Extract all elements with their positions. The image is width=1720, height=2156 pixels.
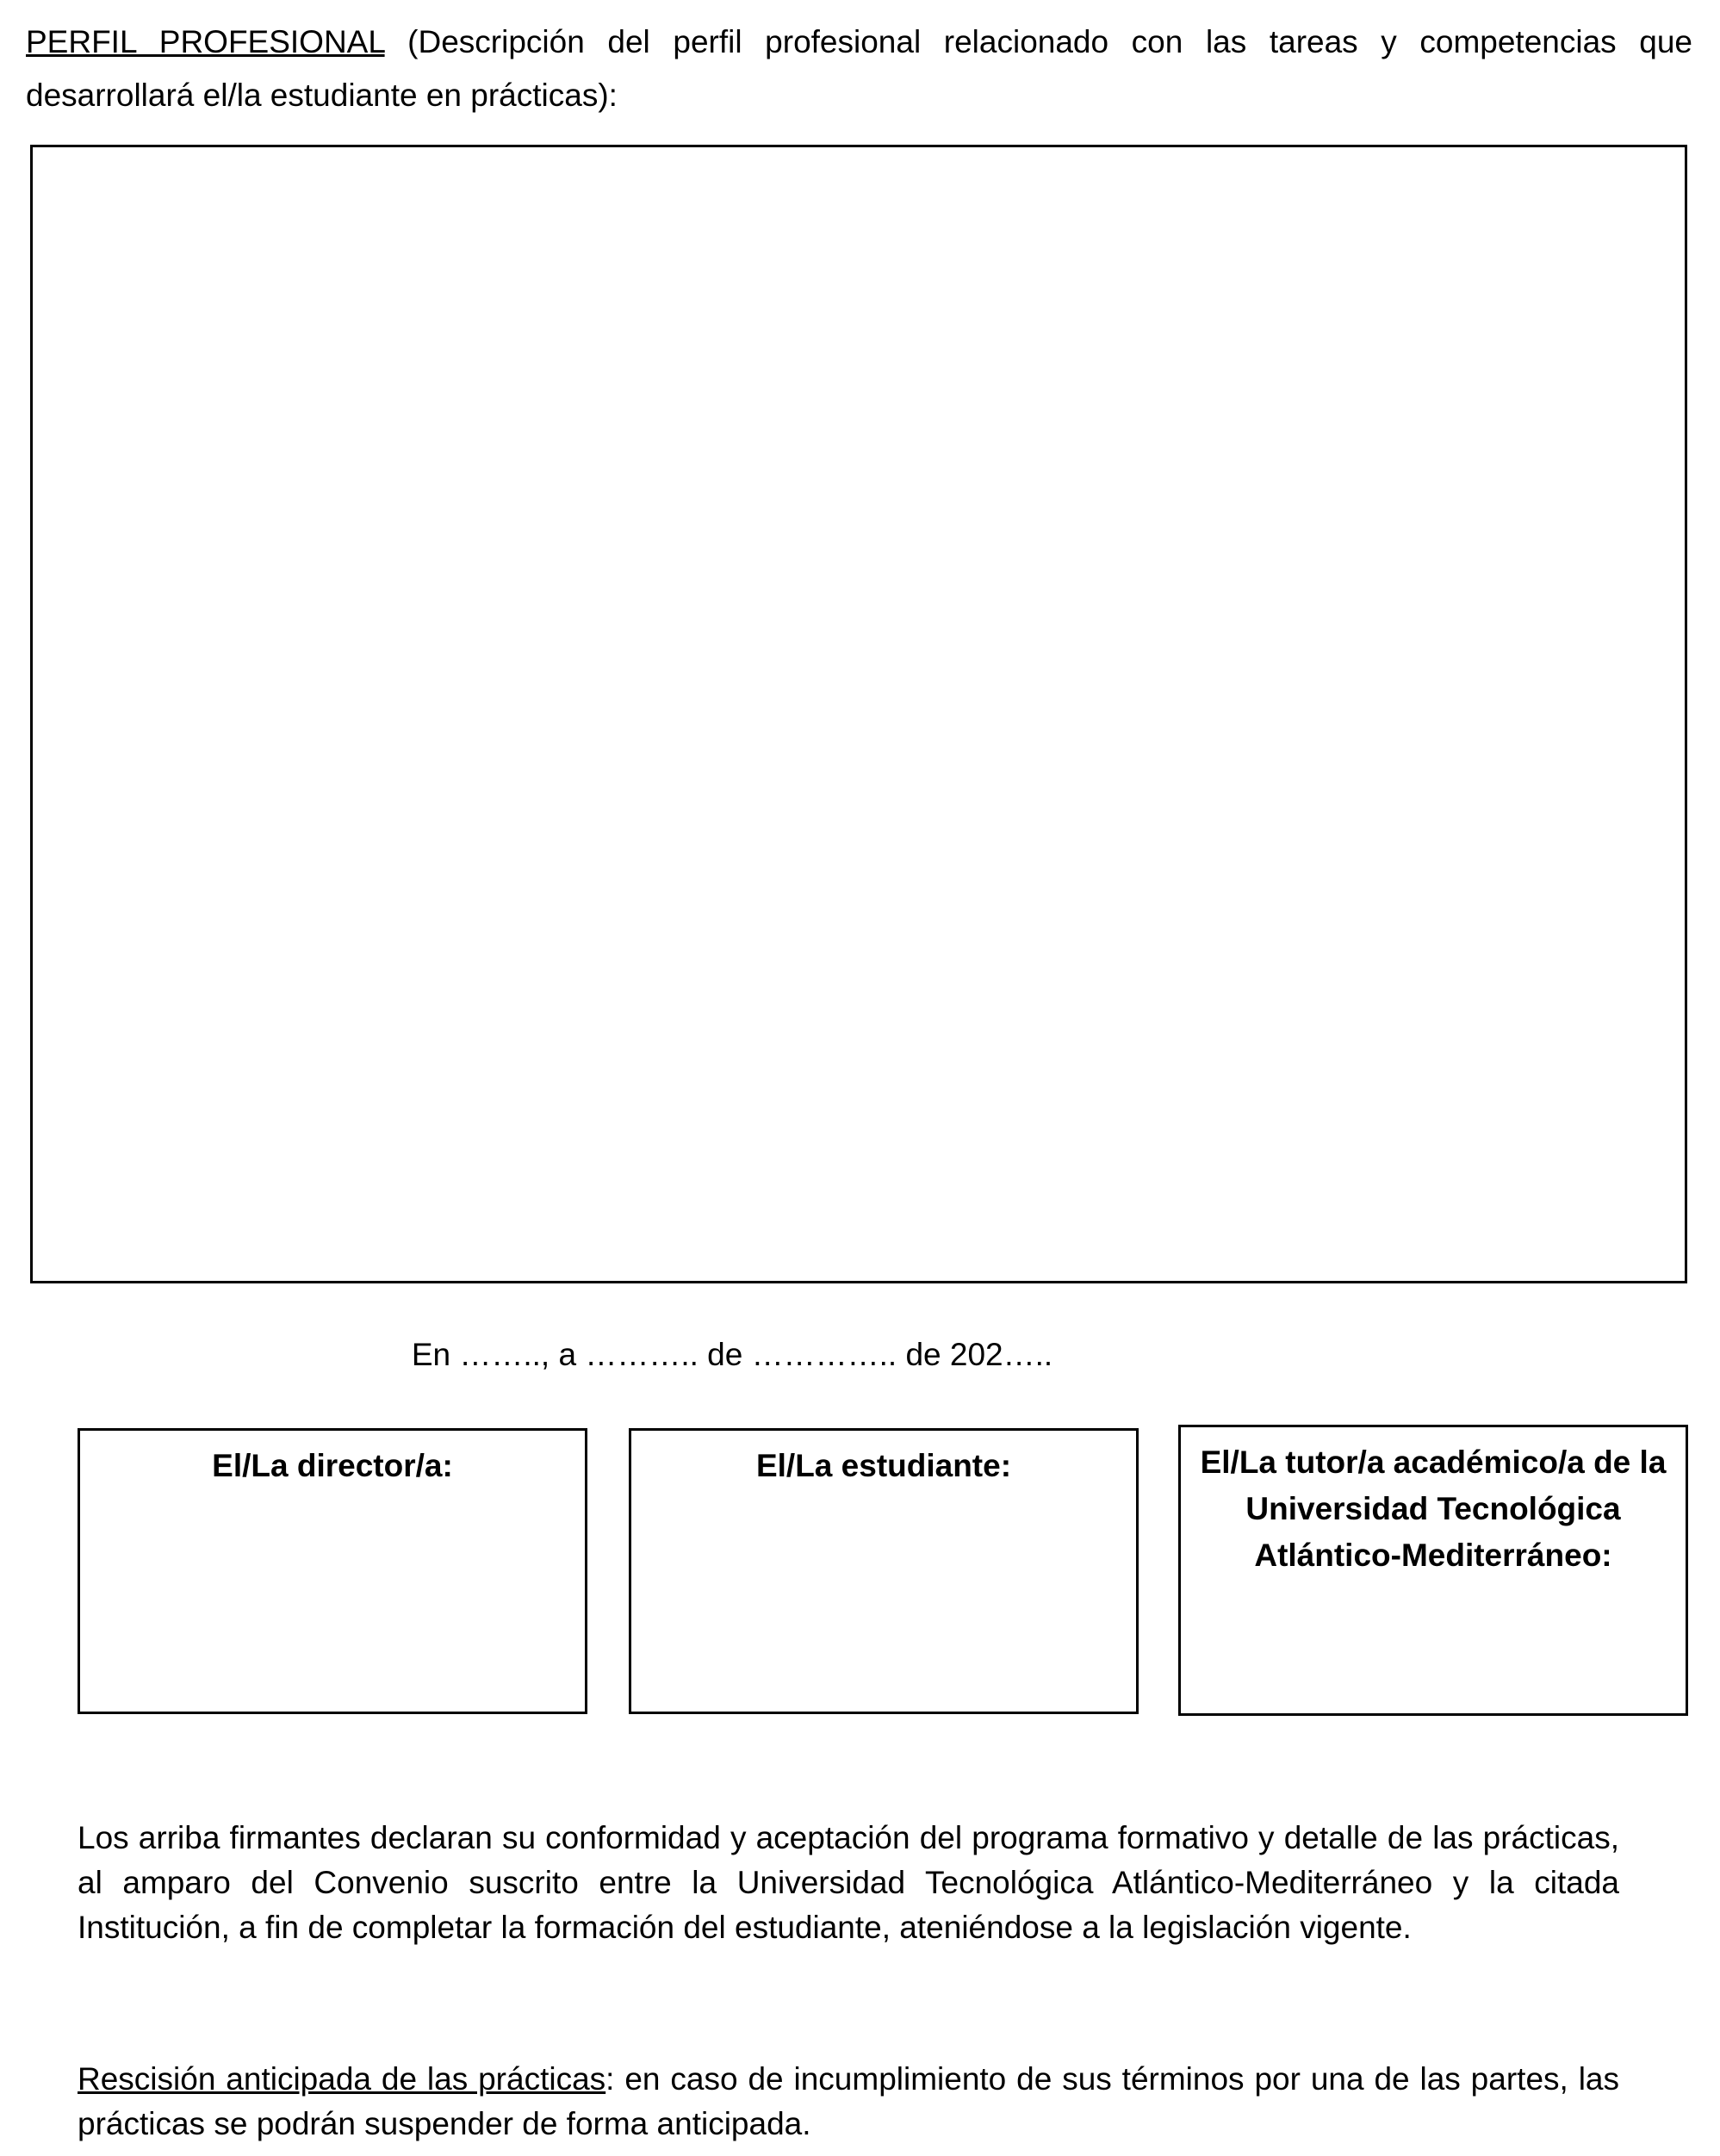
profile-section-description: (Descripción del perfil profesional relacionado con las tareas y competencias que desarrollará el/la estudiante en prácticas):	[26, 24, 1692, 113]
agreement-paragraph: Los arriba firmantes declaran su conformidad y aceptación del programa formativo y detalle de las prácticas, al amparo del Convenio suscrito entre la Universidad Tecnológica Atlántico-Mediterráneo y la citada Institución, a fin de completar la formación del estudiante, ateniéndose a la legislación vigente.	[78, 1820, 1619, 1945]
date-fill-in-line: En …….., a ……….. de ………….. de 202…..	[411, 1337, 1053, 1372]
profile-section-heading	[26, 16, 1692, 122]
signature-label-academic-tutor: El/La tutor/a académico/a de la Universidad Tecnológica Atlántico-Mediterráneo:	[1200, 1445, 1667, 1573]
signature-box-academic-tutor[interactable]	[1178, 1425, 1688, 1716]
rescission-title: Rescisión anticipada de las prácticas	[78, 2061, 606, 2097]
rescission-paragraph	[78, 2057, 1619, 2147]
profile-description-field[interactable]	[30, 145, 1687, 1283]
signature-label-student: El/La estudiante:	[755, 1448, 1012, 1483]
profile-section-title: PERFIL PROFESIONAL	[26, 24, 385, 59]
signature-box-director[interactable]	[78, 1428, 587, 1714]
signature-box-student[interactable]	[629, 1428, 1139, 1714]
signature-label-director: El/La director/a:	[212, 1448, 453, 1483]
rescission-body: : en caso de incumplimiento de sus términos por una de las partes, las prácticas se podrán suspender de forma anticipada.	[78, 2061, 1619, 2141]
